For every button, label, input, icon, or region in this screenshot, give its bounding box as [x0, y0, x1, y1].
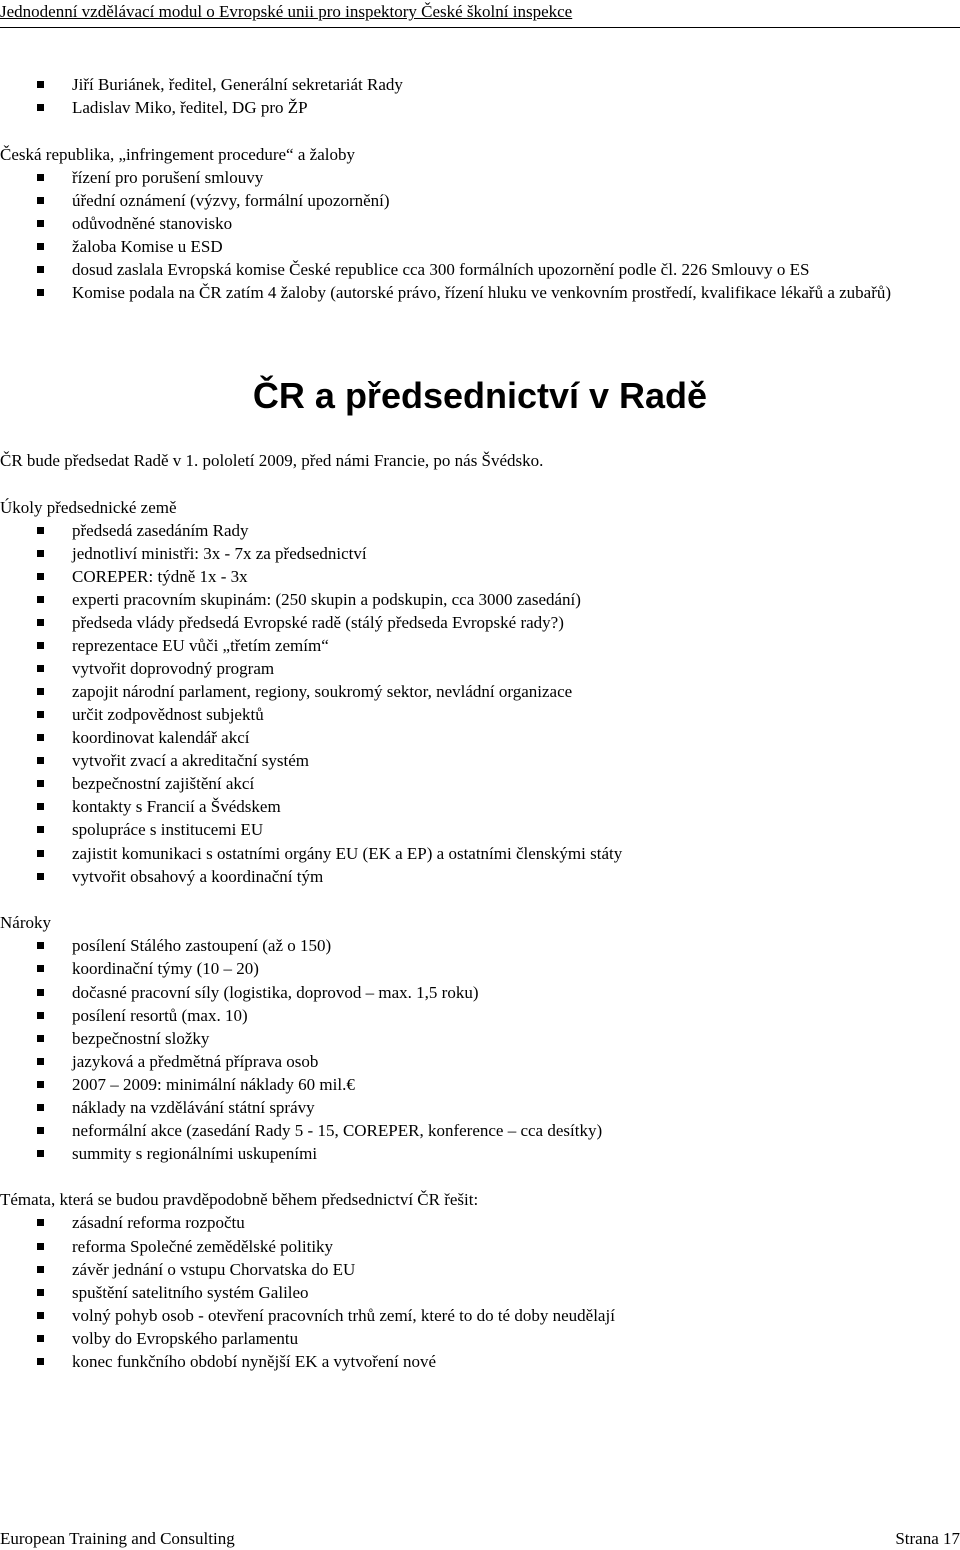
header-title: Jednodenní vzdělávací modul o Evropské unii pro inspektory České školní inspekce	[0, 2, 573, 21]
bullet-icon	[37, 873, 44, 880]
infringement-title: Česká republika, „infringement procedure“ a žaloby	[0, 145, 355, 164]
bullet-icon	[37, 1219, 44, 1226]
bullet-icon	[37, 850, 44, 857]
demands-title: Nároky	[0, 913, 51, 932]
bullet-icon	[37, 1289, 44, 1296]
topics-title: Témata, která se budou pravděpodobně během předsednictví ČR řešit:	[0, 1190, 479, 1209]
bullet-icon	[37, 803, 44, 810]
bullet-icon	[37, 289, 44, 296]
section-heading: ČR a předsednictví v Radě	[252, 375, 708, 416]
bullet-icon	[37, 942, 44, 949]
footer-page-number: Strana 17	[895, 1529, 960, 1548]
bullet-icon	[37, 826, 44, 833]
bullet-icon	[37, 1012, 44, 1019]
bullet-icon	[37, 619, 44, 626]
page-header	[0, 0, 960, 30]
bullet-icon	[37, 104, 44, 111]
bullet-icon	[37, 550, 44, 557]
bullet-icon	[37, 1243, 44, 1250]
bullet-icon	[37, 965, 44, 972]
header-rule	[0, 27, 960, 28]
bullet-icon	[37, 1104, 44, 1111]
bullet-icon	[37, 1127, 44, 1134]
bullet-icon	[37, 573, 44, 580]
bullet-icon	[37, 989, 44, 996]
bullet-icon	[37, 174, 44, 181]
tasks-title: Úkoly předsednické země	[0, 498, 177, 517]
bullet-icon	[37, 780, 44, 787]
bullet-icon	[37, 243, 44, 250]
bullet-icon	[37, 197, 44, 204]
bullet-icon	[37, 81, 44, 88]
bullet-icon	[37, 711, 44, 718]
bullet-icon	[37, 1335, 44, 1342]
bullet-icon	[37, 266, 44, 273]
bullet-icon	[37, 642, 44, 649]
bullet-icon	[37, 527, 44, 534]
bullet-icon	[37, 220, 44, 227]
bullet-icon	[37, 1312, 44, 1319]
bullet-icon	[37, 757, 44, 764]
bullet-icon	[37, 1058, 44, 1065]
list-item: Komise podala na ČR zatím 4 žaloby (autorské právo, řízení hluku ve venkovním prostředí, kvalifikace lékařů a zubařů)	[0, 281, 960, 327]
bullet-icon	[37, 1035, 44, 1042]
bullet-icon	[37, 665, 44, 672]
bullet-icon	[37, 734, 44, 741]
bullet-icon	[37, 1358, 44, 1365]
presidency-sentence: ČR bude předsedat Radě v 1. pololetí 2009, před námi Francie, po nás Švédsko.	[0, 451, 544, 470]
bullet-icon	[37, 596, 44, 603]
bullet-icon	[37, 1081, 44, 1088]
bullet-icon	[37, 1266, 44, 1273]
bullet-icon	[37, 1150, 44, 1157]
bullet-icon	[37, 688, 44, 695]
footer-company: European Training and Consulting	[0, 1529, 235, 1548]
